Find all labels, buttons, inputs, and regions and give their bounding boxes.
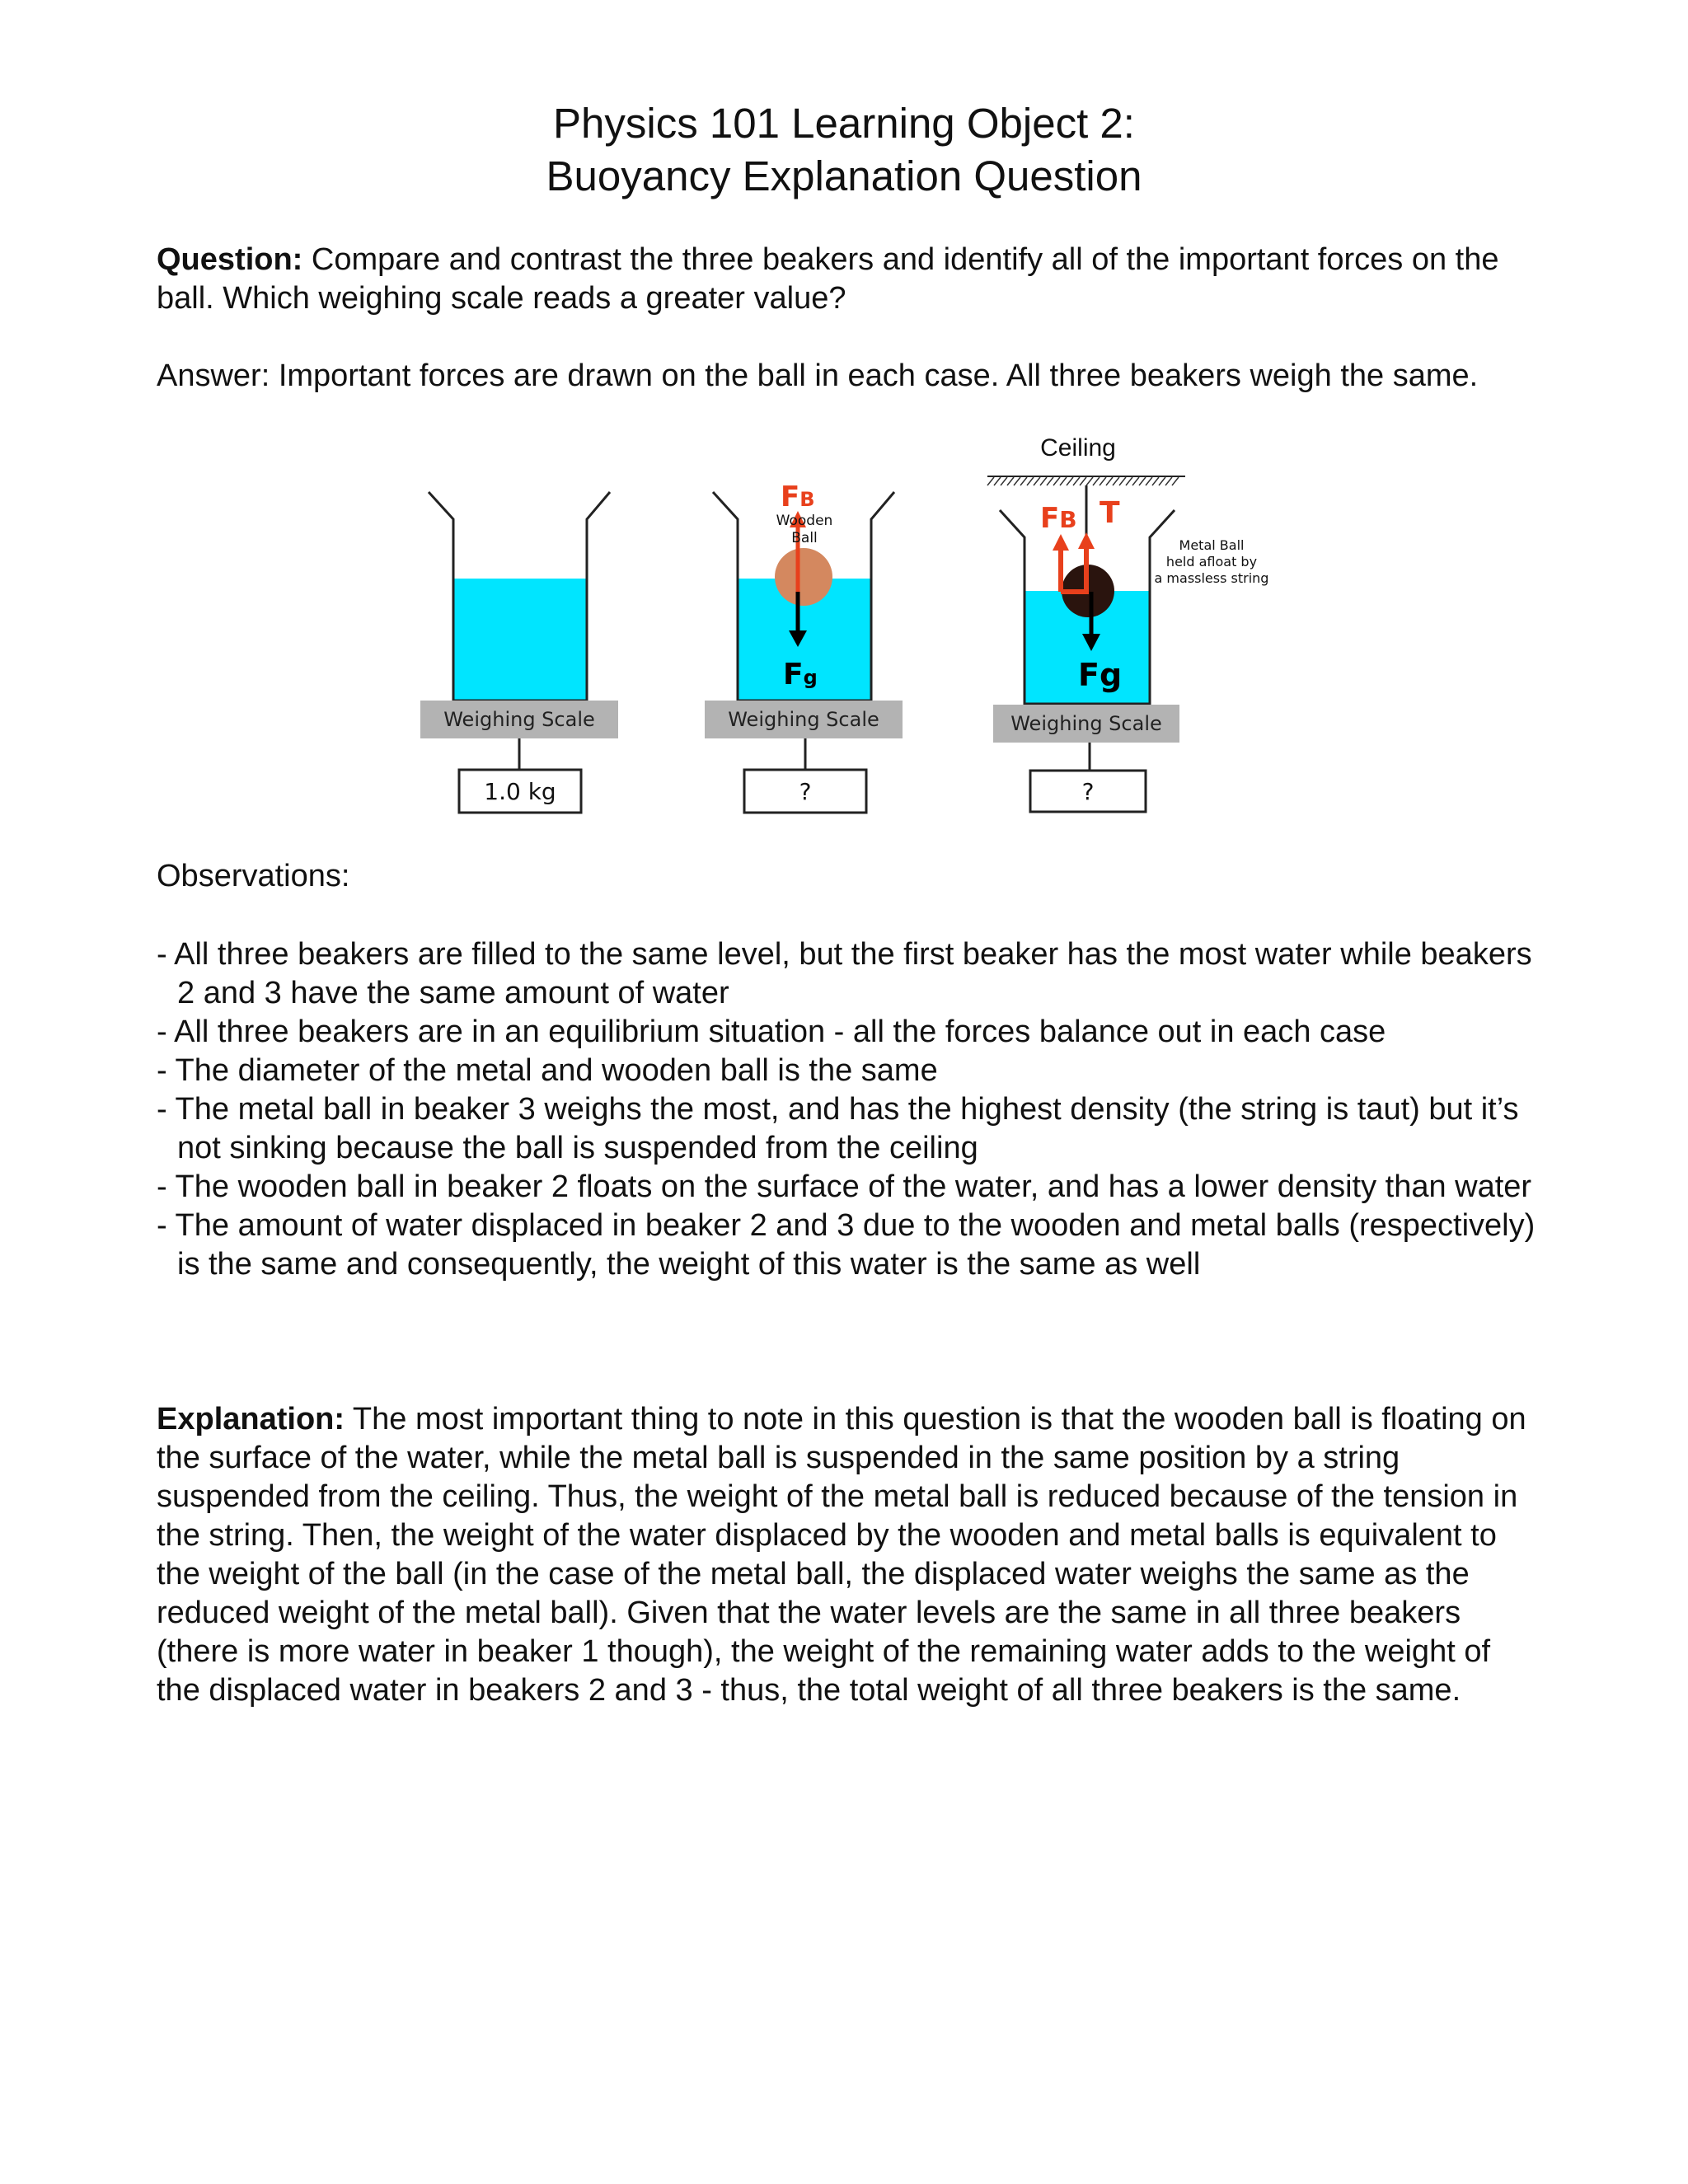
observation-item: - All three beakers are in an equilibrium situation - all the forces balance out in each case	[157, 1015, 1386, 1049]
explanation-paragraph	[157, 1400, 1541, 1710]
reading-2-value: ?	[799, 778, 812, 805]
beaker-1	[420, 492, 618, 813]
ceiling-label: Ceiling	[1040, 434, 1116, 462]
buoyant-force-label-2: FB	[781, 480, 815, 513]
wooden-ball-label-line-1: Wooden	[776, 513, 833, 529]
observations-heading: Observations:	[157, 859, 350, 893]
title-line-2: Buoyancy Explanation Question	[546, 152, 1142, 199]
observation-item: - The diameter of the metal and wooden ball is the same	[157, 1053, 938, 1088]
scale-1-label: Weighing Scale	[443, 708, 595, 731]
wooden-ball-label-line-2: Ball	[791, 530, 818, 546]
reading-3-value: ?	[1081, 778, 1095, 805]
buoyant-force-arrowhead-3	[1053, 534, 1069, 551]
question-text: Compare and contrast the three beakers and identify all of the important forces on the ball. Which weighing scale reads a greater value?	[157, 242, 1499, 316]
buoyant-force-label-3: FB	[1040, 502, 1077, 535]
scale-2-label: Weighing Scale	[728, 708, 879, 731]
gravity-force-label-3: Fg	[1078, 657, 1123, 693]
scale-3-label: Weighing Scale	[1010, 712, 1162, 735]
observation-item: - The amount of water displaced in beaker 2 and 3 due to the wooden and metal balls (respectively) is the same and consequently, the weight of this water is the same as well	[157, 1208, 1536, 1282]
wooden-ball	[775, 548, 832, 606]
tension-arrowhead	[1078, 532, 1095, 549]
reading-1-value: 1.0 kg	[484, 778, 556, 805]
beaker-2	[705, 480, 903, 813]
ceiling-hatching	[987, 477, 1179, 485]
beaker-3	[987, 434, 1268, 812]
observation-item: - All three beakers are filled to the same level, but the first beaker has the most water while beakers 2 and 3 have the same amount of water	[157, 937, 1532, 1010]
beaker-1-water	[453, 579, 587, 701]
metal-ball-note-line-1: Metal Ball	[1179, 537, 1245, 553]
observation-item: - The wooden ball in beaker 2 floats on the surface of the water, and has a lower density than water	[157, 1169, 1532, 1204]
observation-item: - The metal ball in beaker 3 weighs the most, and has the highest density (the string is taut) but it’s not sinking because the ball is suspended from the ceiling	[157, 1092, 1519, 1165]
observations-list	[157, 935, 1558, 1284]
answer-paragraph: Answer: Important forces are drawn on the ball in each case. All three beakers weigh the same.	[157, 359, 1479, 393]
title-line-1: Physics 101 Learning Object 2:	[553, 100, 1135, 147]
question-label: Question:	[157, 242, 303, 277]
metal-ball-note-line-3: a massless string	[1154, 570, 1269, 586]
explanation-text: The most important thing to note in this question is that the wooden ball is floating on the surface of the water, while the metal ball is suspended in the same position by a string suspended from the ceiling. Thus, the weight of the metal ball is reduced because of the tension in the string. Then, the weight of the water displaced by the wooden and metal balls is equivalent to the weight of the ball (in the case of the metal ball, the displaced water weighs the same as the reduced weight of the metal ball). Given that the water levels are the same in all three beakers (there is more water in beaker 1 though), the weight of the remaining water adds to the weight of the displaced water in beakers 2 and 3 - thus, the total weight of all three beakers is the same.	[157, 1402, 1526, 1708]
metal-ball-note-line-2: held afloat by	[1165, 554, 1258, 569]
beakers-diagram	[0, 0, 1688, 832]
gravity-force-label-2: Fg	[783, 658, 818, 691]
explanation-label: Explanation:	[157, 1402, 345, 1436]
tension-label: T	[1100, 496, 1120, 530]
